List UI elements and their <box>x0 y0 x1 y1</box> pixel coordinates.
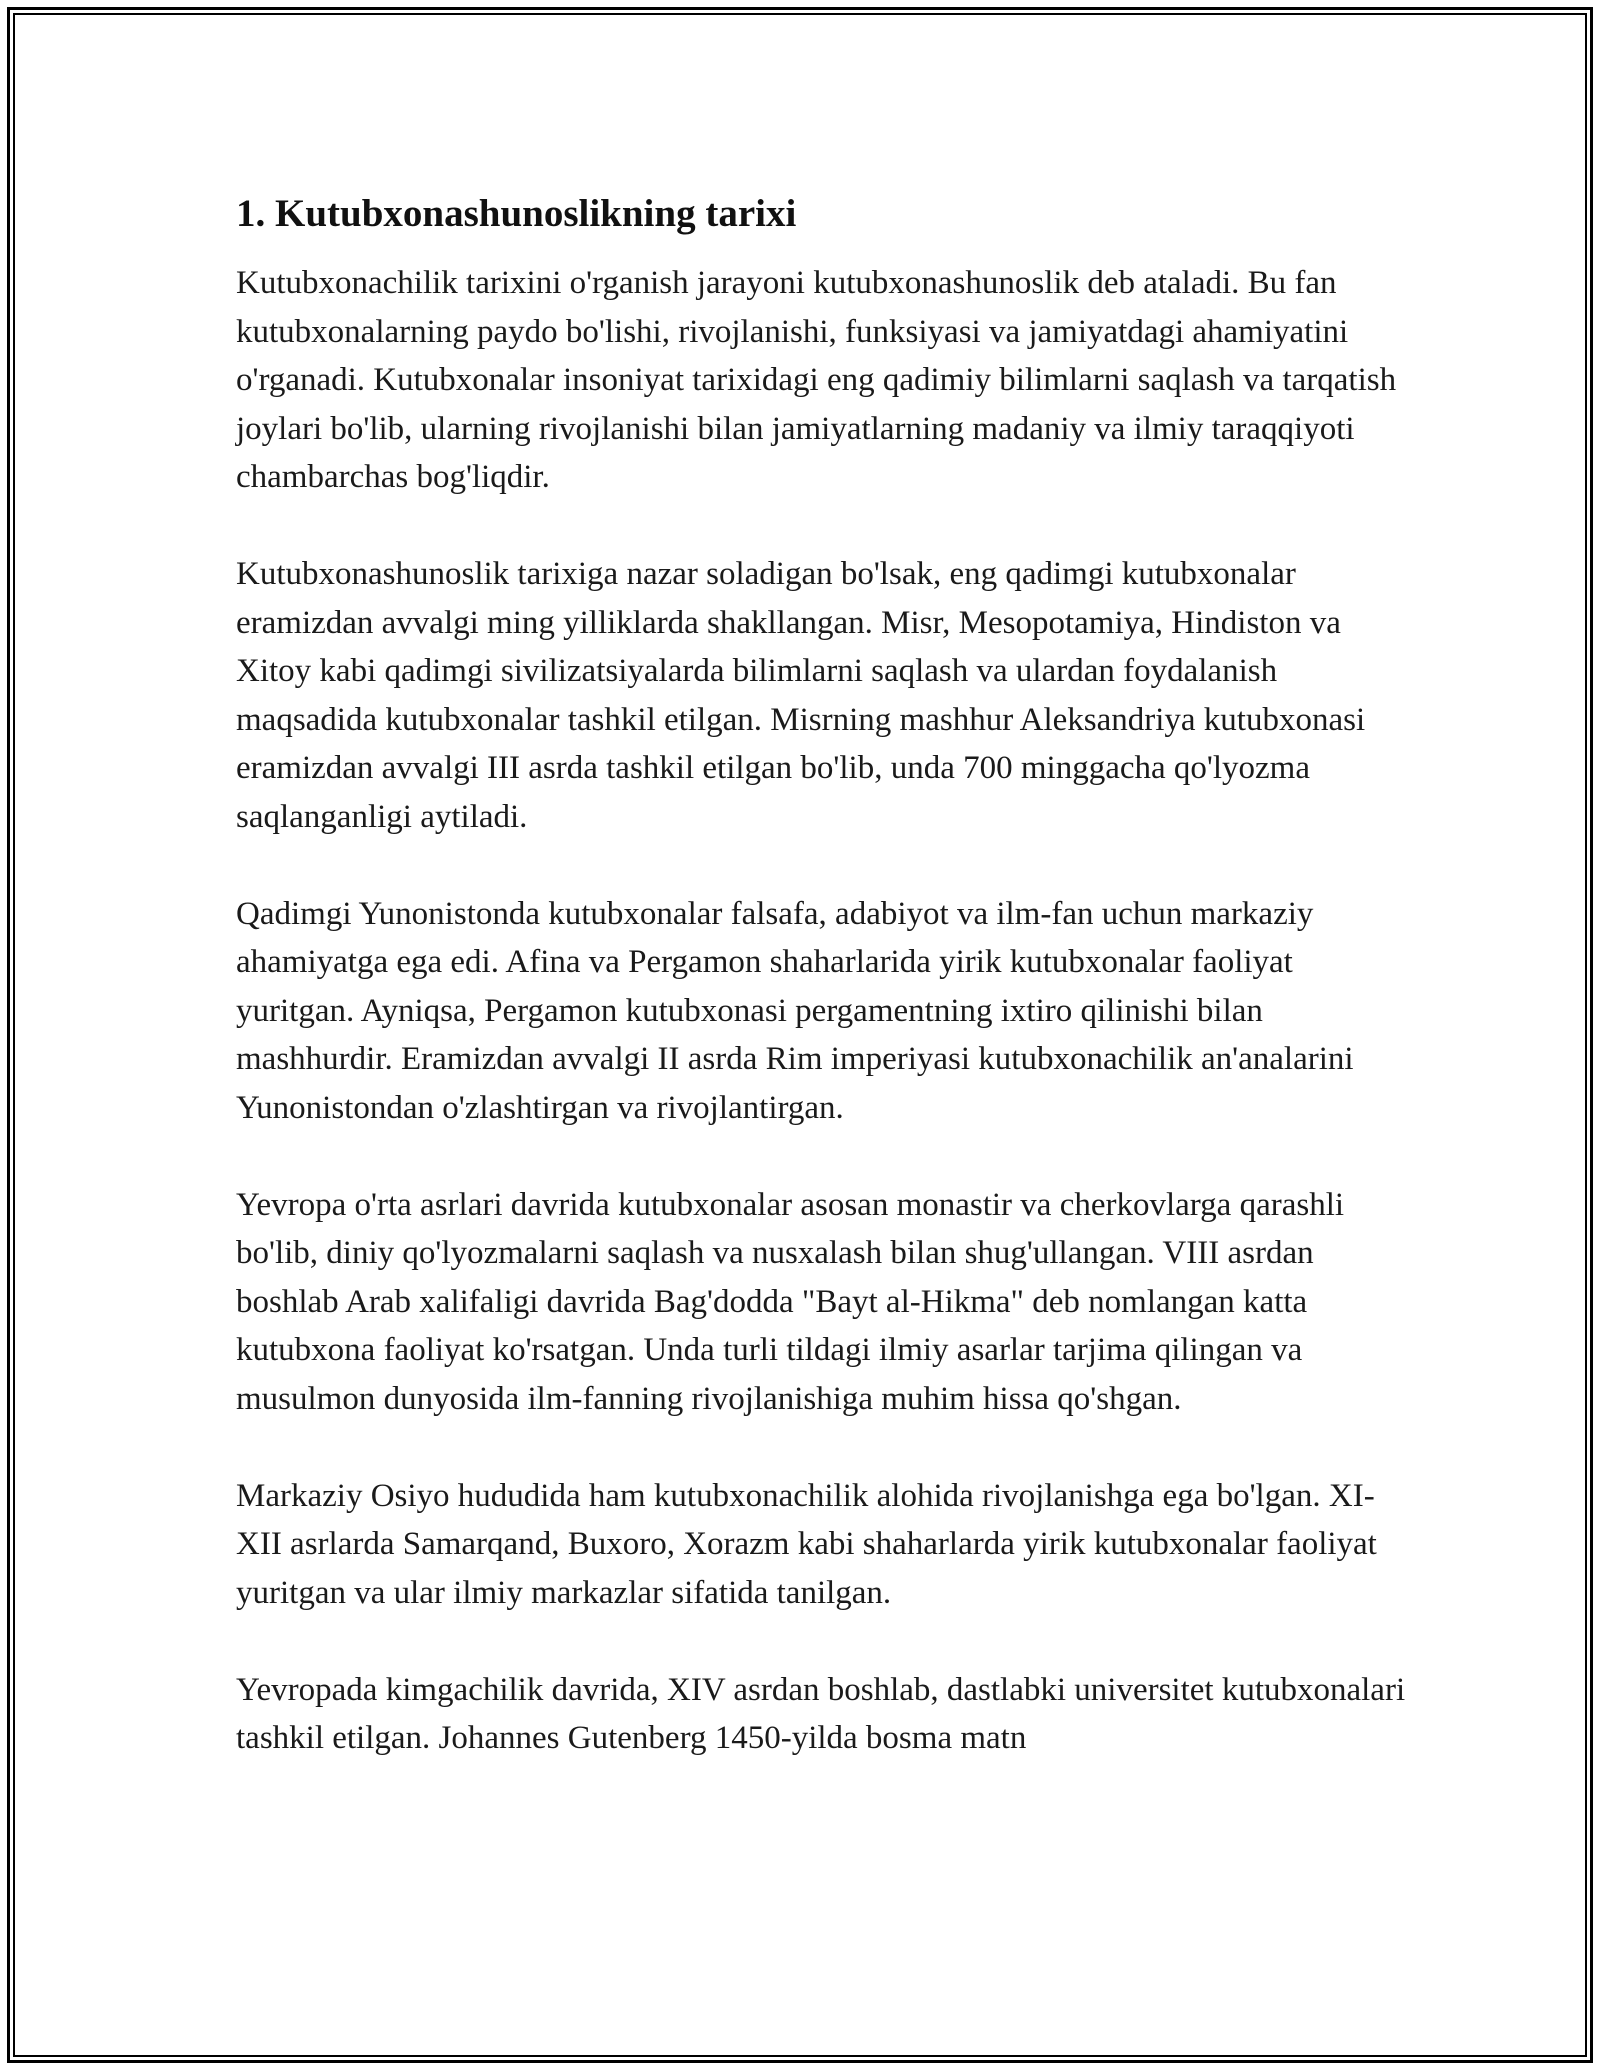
paragraph-5: Markaziy Osiyo hududida ham kutubxonachilik alohida rivojlanishga ega bo'lgan. XI-XII asrlarda Samarqand, Buxoro, Xorazm kabi shaharlarda yirik kutubxonalar faoliyat yuritgan va ular ilmiy markazlar sifatida tanilgan. <box>236 1477 1377 1611</box>
paragraph-4: Yevropa o'rta asrlari davrida kutubxonalar asosan monastir va cherkovlarga qarashli bo'lib, diniy qo'lyozmalarni saqlash va nusxalash bilan shug'ullangan. VIII asrdan boshlab Arab xalifaligi davrida Bag'dodda "Bayt al-Hikma" deb nomlangan katta kutubxona faoliyat ko'rsatgan. Unda turli tildagi ilmiy asarlar tarjima qilingan va musulmon dunyosida ilm-fanning rivojlanishiga muhim hissa qo'shgan. <box>236 1186 1345 1417</box>
paragraph-2: Kutubxonashunoslik tarixiga nazar soladigan bo'lsak, eng qadimgi kutubxonalar eramizdan avvalgi ming yilliklarda shakllangan. Misr, Mesopotamiya, Hindiston va Xitoy kabi qadimgi sivilizatsiyalarda bilimlarni saqlash va ulardan foydalanish maqsadida kutubxonalar tashkil etilgan. Misrning mashhur Aleksandriya kutubxonasi eramizdan avvalgi III asrda tashkil etilgan bo'lib, unda 700 minggacha qo'lyozma saqlanganligi aytiladi. <box>236 556 1366 835</box>
paragraph-6: Yevropada kimgachilik davrida, XIV asrdan boshlab, dastlabki universitet kutubxonalari tashkil etilgan. Johannes Gutenberg 1450-yilda bosma matn <box>236 1671 1406 1756</box>
paragraph-1: Kutubxonachilik tarixini o'rganish jarayoni kutubxonashunoslik deb ataladi. Bu fan kutubxonalarning paydo bo'lishi, rivojlanishi, funksiyasi va jamiyatdagi ahamiyatini o'rganadi. Kutubxonalar insoniyat tarixidagi eng qadimiy bilimlarni saqlash va tarqatish joylari bo'lib, ularning rivojlanishi bilan jamiyatlarning madaniy va ilmiy taraqqiyoti chambarchas bog'liqdir. <box>236 265 1397 495</box>
document-body <box>236 186 1406 1811</box>
section-heading: 1. Kutubxonashunoslikning tarixi <box>236 192 797 235</box>
paragraph-3: Qadimgi Yunonistonda kutubxonalar falsafa, adabiyot va ilm-fan uchun markaziy ahamiyatga ega edi. Afina va Pergamon shaharlarida yirik kutubxonalar faoliyat yuritgan. Ayniqsa, Pergamon kutubxonasi pergamentning ixtiro qilinishi bilan mashhurdir. Eramizdan avvalgi II asrda Rim imperiyasi kutubxonachilik an'analarini Yunonistondan o'zlashtirgan va rivojlantirgan. <box>236 895 1354 1126</box>
